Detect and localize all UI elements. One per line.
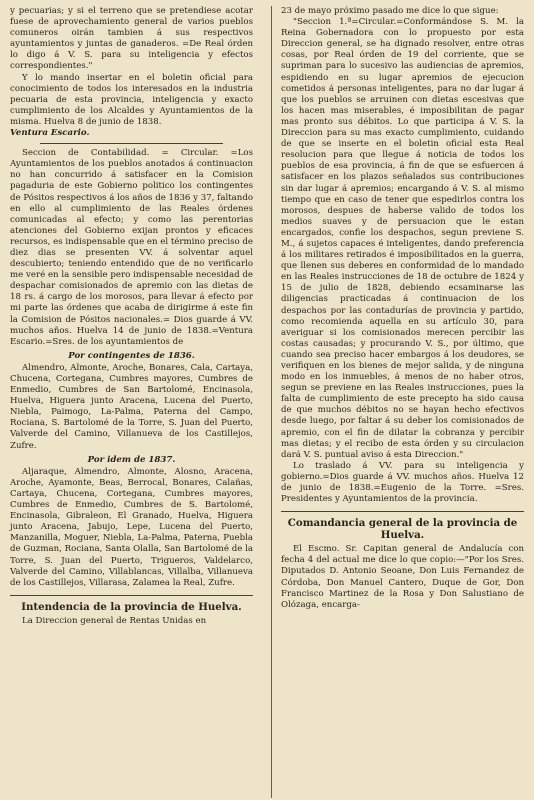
column-divider [271,6,272,798]
paragraph: y pecuarias; y si el terreno que se pretendiese acotar fuese de aprovechamiento general de varios pueblos comuneros oirán tambien á sus respectivos ayuntamientos y juntas de ganaderos. =De Real órden lo digo á V. S. para su inteligencia y efectos correspondientes." [10,6,253,72]
paragraph: El Escmo. Sr. Capitan general de Andalucía con fecha 4 del actual me dice lo que copio:—"Por los Sres. Diputados D. Antonio Seoane, Don Luis Fernandez de Córdoba, Don Manuel Cantero, Duque de Gor, Don Francisco Martinez de la Rosa y Don Salustiano de Olózaga, encarga- [281,544,524,610]
paragraph: Seccion de Contabilidad. = Circular. =Los Ayuntamientos de los pueblos anotados á continuacion no han concurrido á satisfacer en la Comision pagaduria de este Gobierno politico los contingentes de Pósitos respectivos á los años de 1836 y 37, faltando en ello al cumplimiento de las Reales órdenes comunicadas al efecto; y como las perentorias atenciones del Gobierno exijan prontos y eficaces recursos, es indispensable que en el término preciso de diez dias se presenten VV. á solventar aquel descubierto; teniendo entendido que de no verificarlo me veré en la sensible pero indispensable necesidad de despachar comisionados de apremio con las dietas de 18 rs. á cargo de los morosos, para llevar á efecto por mi parte las órdenes que acaba de dirigirme á este fin la Comision de Pósitos nacionales.= Dios guarde á VV. muchos años. Huelva 14 de junio de 1838.=Ventura Escario.=Sres. de los ayuntamientos de [10,148,253,347]
section-rule [281,511,524,512]
town-list: Aljaraque, Almendro, Almonte, Alosno, Aracena, Aroche, Ayamonte, Beas, Berrocal, Bonares, Calañas, Cartaya, Chucena, Cortegana, Cumbres mayores, Cumbres de Enmedio, Cumbres de S. Bartolomé, Encinasola, Gibraleon, El Granado, Huelva, Higuera junto Aracena, Jabujo, Lepe, Lucena del Puerto, Manzanilla, Moguer, Niebla, La-Palma, Paterna, Puebla de Guzman, Rociana, Santa Olalla, San Bartolomé de la Torre, S. Juan del Puerto, Trigueros, Valdelarco, Valverde del Camino, Villablancas, Villalba, Villanueva de los Castillejos, Villarasa, Zalamea la Real, Zufre. [10,466,253,588]
subheading: Por contingentes de 1836. [68,350,195,361]
town-list: Almendro, Almonte, Aroche, Bonares, Cala, Cartaya, Chucena, Cortegana, Cumbres mayores, Cumbres de Enmedio, Cumbres de San Bartolomé, Encinasola, Huelva, Higuera junto Aracena, Lucena del Puerto, Niebla, Paimogo, La-Palma, Paterna del Campo, Rociana, S. Bartolomé de la Torre, S. Juan del Puerto, Valverde del Camino, Villanueva de los Castillejos, Zufre. [10,362,253,451]
section-heading: Comandancia general de la provincia de Huelva. [287,517,518,542]
right-column [281,6,524,611]
left-column [10,6,253,627]
section-rule [10,595,253,596]
section-heading: Intendencia de la provincia de Huelva. [21,600,242,613]
paragraph: La Direccion general de Rentas Unidas en [22,615,207,626]
paragraph: "Seccion 1.ª=Circular.=Conformándose S. M. la Reina Gobernadora con lo propuesto por esta Direccion general, se ha dignado resolver, entre otras cosas, por Real órden de 19 del corriente, que se supriman para lo sucesivo las audiencias de apremios, espidiendo en su lugar apremios de ejecucion cometidos á personas inteligentes, para no dar lugar á que los pueblos se arruinen con dietas escesivas que los hacen mas miserables, é imposibilitan de pagar mas pronto sus débitos. Lo que participa á V. S. la Direccion para su mas exacto cumplimiento, cuidando de que se inserte en el boletin oficial esta Real resolucion para que llegue á noticia de todos los pueblos de esa provincia, á fin de que se esfuercen á satisfacer en los plazos señalados sus contribuciones sin dar lugar á apremios; encargando á V. S. al mismo tiempo que en caso de tener que espedirlos contra los morosos, despues de haberse valido de todos los medios suaves y de persuacion que le estan encargados, confie los despachos, segun previene S. M., á sujetos capaces é inteligentes, dando preferencia á los militares retirados é imposibilitados en la guerra, que llenen sus deberes en conformidad de lo mandado en las Reales instrucciones de 18 de octubre de 1824 y 15 de julio de 1828, debiendo ecsaminarse las diligencias practicadas á continuacion de los despachos por las contadurías de provincia y partido, como recomienda aquella en su artículo 30, para averiguar si los comisionados merecen percibir las costas causadas; y procurando V. S., por último, que cuando sea preciso hacer embargos á los deudores, se verifiquen en los bienes de mejor salida, y de ninguna modo en los inmuebles, á menos de no haber otros, segun se previene en las Reales instrucciones, pues la falta de cumplimiento de este precepto ha sido causa de que muchos débitos no se hayan hecho efectivos desde luego, por faltar á su deber los comisionados de apremio, con el fin de dilatar la cobranza y percibir mas dietas; y el recibo de esta órden y su circulacion dará V. S. puntual aviso á esta Direccion." [281,17,524,460]
paragraph: Lo traslado á VV. para su inteligencia y gobierno.=Dios guarde á VV. muchos años. Huelva 12 de junio de 1838.=Eugenio de la Torre. =Sres. Presidentes y Ayuntamientos de la provincia. [281,460,524,505]
subheading: Por idem de 1837. [87,454,176,465]
paragraph: Y lo mando insertar en el boletin oficial para conocimiento de todos los interesados en la industria pecuaria de esta provincia, inteligencia y exacto cumplimiento de los Alcaldes y Ayuntamientos de la misma. Huelva 8 de junio de 1838. [10,72,253,127]
paragraph: 23 de mayo próximo pasado me dice lo que sigue: [281,6,499,16]
section-rule [40,143,223,144]
signature: Ventura Escario. [10,128,90,139]
